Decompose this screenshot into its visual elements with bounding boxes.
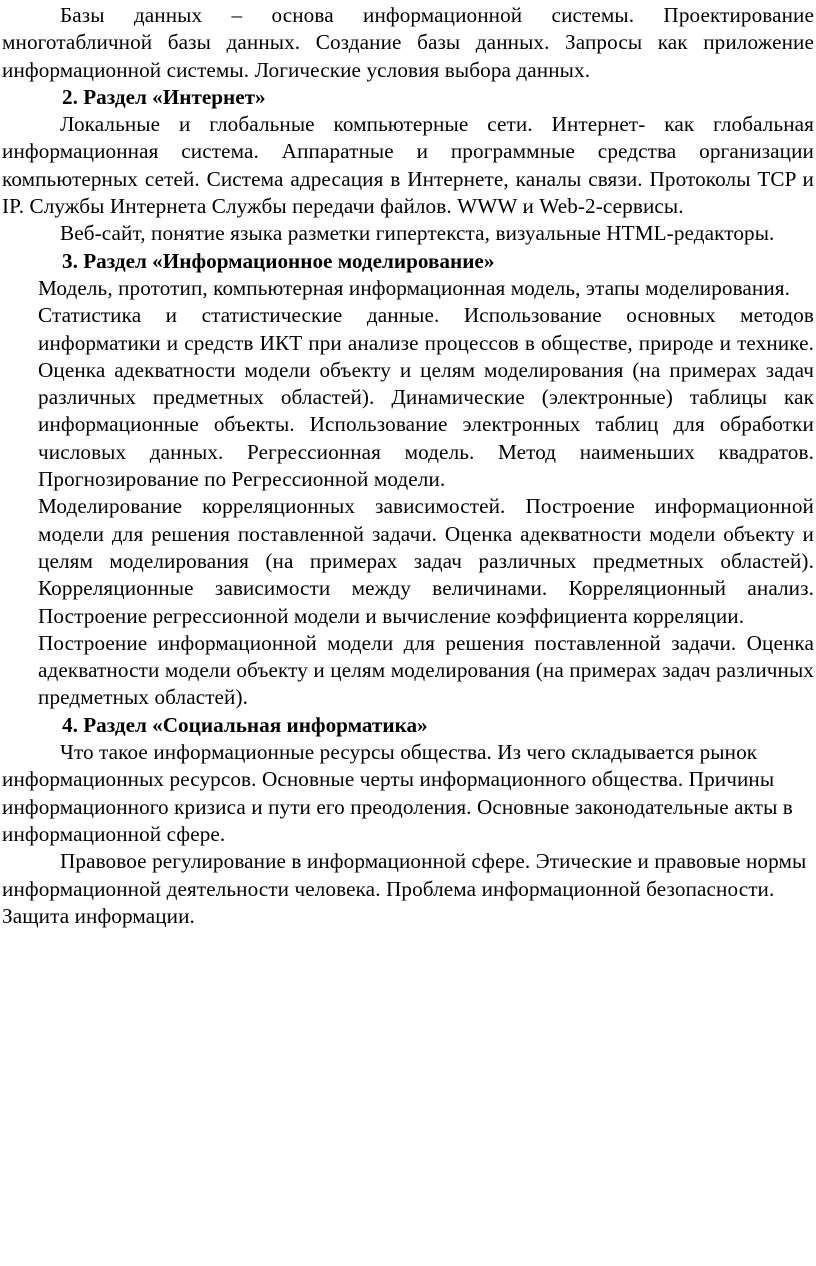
paragraph-model: Модель, прототип, компьютерная информационная модель, этапы моделирования. [38,275,791,300]
section-heading-modeling: 3. Раздел «Информационное моделирование» [62,248,495,273]
section-heading-social: 4. Раздел «Социальная информатика» [62,712,428,737]
paragraph-resources: Что такое информационные ресурсы общества. Из чего складывается рынок информационных ресурсов. Основные черты информационного общества. Причины информационного кризиса и пути его преодоления. Основные законодательные акты в информационной сфере. [2,740,793,846]
paragraph-databases: Базы данных – основа информационной системы. Проектирование многотабличной базы данных. Создание базы данных. Запросы как приложение информационной системы. Логические условия выбора данных. [2,3,814,82]
paragraph-correlation: Моделирование корреляционных зависимостей. Построение информационной модели для решения поставленной задачи. Оценка адекватности модели объекту и целям моделирования (на примерах задач различных предметных областей). Корреляционные зависимости между величинами. Корреляционный анализ. Построение регрессионной модели и вычисление коэффициента корреляции. [38,494,814,628]
section-heading-internet: 2. Раздел «Интернет» [62,84,266,109]
paragraph-website: Веб-сайт, понятие языка разметки гипертекста, визуальные HTML-редакторы. [60,221,775,246]
paragraph-legal: Правовое регулирование в информационной сфере. Этические и правовые нормы информационной деятельности человека. Проблема информационной безопасности. Защита информации. [2,849,807,928]
paragraph-networks: Локальные и глобальные компьютерные сети. Интернет- как глобальная информационная система. Аппаратные и программные средства организации компьютерных сетей. Система адресация в Интернете, каналы связи. Протоколы TCP и IP. Службы Интернета Службы передачи файлов. WWW и Web-2-сервисы. [2,112,814,219]
paragraph-building-model: Построение информационной модели для решения поставленной задачи. Оценка адекватности модели объекту и целям моделирования (на примерах задач различных предметных областей). [38,630,814,710]
paragraph-statistics: Статистика и статистические данные. Использование основных методов информатики и средств ИКТ при анализе процессов в обществе, природе и технике. Оценка адекватности модели объекту и целям моделирования (на примерах задач различных предметных областей). Динамические (электронные) таблицы как информационные объекты. Использование электронных таблиц для обработки числовых данных. Регрессионная модель. Метод наименьших квадратов. Прогнозирование по Регрессионной модели. [38,303,814,492]
